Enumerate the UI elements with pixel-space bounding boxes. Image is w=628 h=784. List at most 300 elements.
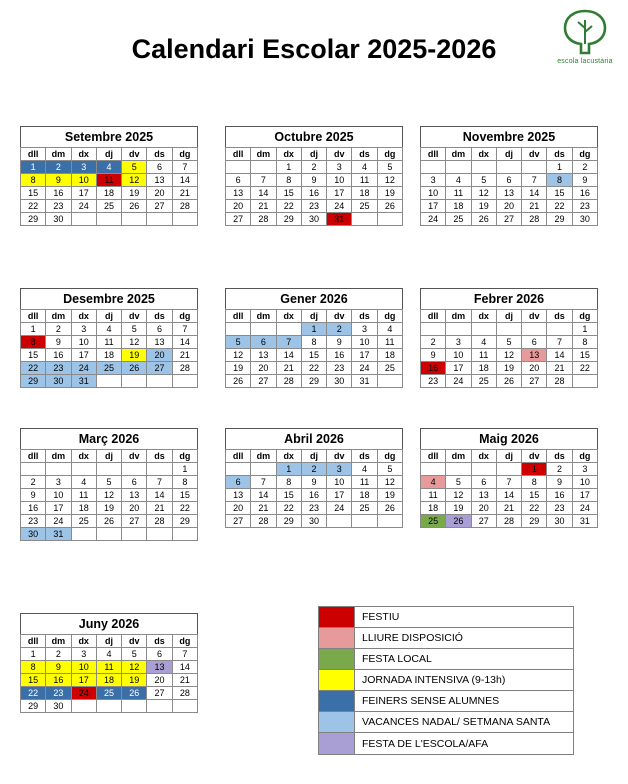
day-cell[interactable]: 10	[421, 187, 446, 200]
day-cell[interactable]: 6	[226, 174, 251, 187]
day-cell[interactable]: 28	[251, 213, 276, 226]
day-cell[interactable]: 24	[71, 200, 96, 213]
day-cell[interactable]: 21	[251, 502, 276, 515]
day-cell[interactable]: 3	[352, 323, 377, 336]
day-cell[interactable]: 18	[352, 187, 377, 200]
day-cell[interactable]: 7	[251, 476, 276, 489]
day-cell[interactable]: 2	[572, 161, 597, 174]
day-cell[interactable]: 10	[572, 476, 597, 489]
day-cell[interactable]: 3	[327, 161, 352, 174]
day-cell[interactable]: 18	[96, 187, 121, 200]
day-cell[interactable]: 5	[377, 463, 402, 476]
day-cell[interactable]: 20	[251, 362, 276, 375]
day-cell[interactable]: 16	[421, 362, 446, 375]
day-cell[interactable]: 17	[46, 502, 71, 515]
day-cell[interactable]: 4	[71, 476, 96, 489]
day-cell[interactable]: 6	[122, 476, 147, 489]
day-cell[interactable]: 18	[421, 502, 446, 515]
day-cell[interactable]: 19	[96, 502, 121, 515]
day-cell[interactable]: 25	[421, 515, 446, 528]
day-cell[interactable]: 8	[276, 476, 301, 489]
day-cell[interactable]: 28	[172, 687, 197, 700]
day-cell[interactable]: 11	[377, 336, 402, 349]
day-cell[interactable]: 6	[251, 336, 276, 349]
day-cell[interactable]: 25	[352, 200, 377, 213]
day-cell[interactable]: 27	[122, 515, 147, 528]
day-cell[interactable]: 11	[471, 349, 496, 362]
day-cell[interactable]: 10	[446, 349, 471, 362]
day-cell[interactable]: 26	[226, 375, 251, 388]
day-cell[interactable]: 9	[547, 476, 572, 489]
day-cell[interactable]: 22	[301, 362, 326, 375]
day-cell[interactable]: 15	[276, 187, 301, 200]
day-cell[interactable]: 19	[377, 489, 402, 502]
day-cell[interactable]: 13	[522, 349, 547, 362]
day-cell[interactable]: 27	[147, 687, 172, 700]
day-cell[interactable]: 8	[522, 476, 547, 489]
day-cell[interactable]: 13	[147, 336, 172, 349]
day-cell[interactable]: 9	[46, 661, 71, 674]
day-cell[interactable]: 8	[21, 174, 46, 187]
day-cell[interactable]: 2	[327, 323, 352, 336]
day-cell[interactable]: 1	[21, 161, 46, 174]
day-cell[interactable]: 2	[547, 463, 572, 476]
day-cell[interactable]: 25	[352, 502, 377, 515]
day-cell[interactable]: 14	[276, 349, 301, 362]
day-cell[interactable]: 24	[327, 200, 352, 213]
day-cell[interactable]: 1	[276, 463, 301, 476]
day-cell[interactable]: 8	[301, 336, 326, 349]
day-cell[interactable]: 6	[147, 323, 172, 336]
day-cell[interactable]: 23	[327, 362, 352, 375]
day-cell[interactable]: 23	[547, 502, 572, 515]
day-cell[interactable]: 17	[327, 187, 352, 200]
day-cell[interactable]: 20	[226, 502, 251, 515]
day-cell[interactable]: 7	[522, 174, 547, 187]
day-cell[interactable]: 22	[572, 362, 597, 375]
day-cell[interactable]: 5	[377, 161, 402, 174]
day-cell[interactable]: 6	[147, 161, 172, 174]
day-cell[interactable]: 24	[572, 502, 597, 515]
day-cell[interactable]: 14	[522, 187, 547, 200]
day-cell[interactable]: 4	[352, 161, 377, 174]
day-cell[interactable]: 8	[547, 174, 572, 187]
day-cell[interactable]: 11	[96, 174, 121, 187]
day-cell[interactable]: 20	[496, 200, 521, 213]
day-cell[interactable]: 10	[71, 661, 96, 674]
day-cell[interactable]: 10	[327, 174, 352, 187]
day-cell[interactable]: 22	[21, 362, 46, 375]
day-cell[interactable]: 30	[46, 700, 71, 713]
day-cell[interactable]: 3	[71, 648, 96, 661]
day-cell[interactable]: 12	[377, 476, 402, 489]
day-cell[interactable]: 18	[96, 674, 121, 687]
day-cell[interactable]: 9	[421, 349, 446, 362]
day-cell[interactable]: 3	[446, 336, 471, 349]
day-cell[interactable]: 31	[572, 515, 597, 528]
day-cell[interactable]: 5	[122, 161, 147, 174]
day-cell[interactable]: 13	[226, 489, 251, 502]
day-cell[interactable]: 28	[496, 515, 521, 528]
day-cell[interactable]: 25	[96, 200, 121, 213]
day-cell[interactable]: 2	[301, 463, 326, 476]
day-cell[interactable]: 10	[71, 336, 96, 349]
day-cell[interactable]: 28	[547, 375, 572, 388]
day-cell[interactable]: 15	[21, 674, 46, 687]
day-cell[interactable]: 14	[496, 489, 521, 502]
day-cell[interactable]: 7	[172, 323, 197, 336]
day-cell[interactable]: 22	[21, 687, 46, 700]
day-cell[interactable]: 26	[446, 515, 471, 528]
day-cell[interactable]: 27	[251, 375, 276, 388]
day-cell[interactable]: 13	[251, 349, 276, 362]
day-cell[interactable]: 14	[172, 661, 197, 674]
day-cell[interactable]: 31	[46, 528, 71, 541]
day-cell[interactable]: 20	[147, 674, 172, 687]
day-cell[interactable]: 11	[71, 489, 96, 502]
day-cell[interactable]: 18	[352, 489, 377, 502]
day-cell[interactable]: 24	[71, 687, 96, 700]
day-cell[interactable]: 11	[96, 661, 121, 674]
day-cell[interactable]: 15	[547, 187, 572, 200]
day-cell[interactable]: 24	[71, 362, 96, 375]
day-cell[interactable]: 9	[572, 174, 597, 187]
day-cell[interactable]: 19	[122, 187, 147, 200]
day-cell[interactable]: 20	[226, 200, 251, 213]
day-cell[interactable]: 30	[21, 528, 46, 541]
day-cell[interactable]: 2	[421, 336, 446, 349]
day-cell[interactable]: 7	[547, 336, 572, 349]
day-cell[interactable]: 24	[421, 213, 446, 226]
day-cell[interactable]: 13	[471, 489, 496, 502]
day-cell[interactable]: 25	[446, 213, 471, 226]
day-cell[interactable]: 23	[301, 502, 326, 515]
day-cell[interactable]: 19	[446, 502, 471, 515]
day-cell[interactable]: 28	[147, 515, 172, 528]
day-cell[interactable]: 9	[46, 336, 71, 349]
day-cell[interactable]: 9	[301, 174, 326, 187]
day-cell[interactable]: 26	[122, 200, 147, 213]
day-cell[interactable]: 5	[226, 336, 251, 349]
day-cell[interactable]: 6	[522, 336, 547, 349]
day-cell[interactable]: 9	[21, 489, 46, 502]
day-cell[interactable]: 3	[572, 463, 597, 476]
day-cell[interactable]: 14	[172, 336, 197, 349]
day-cell[interactable]: 13	[147, 661, 172, 674]
day-cell[interactable]: 17	[421, 200, 446, 213]
day-cell[interactable]: 16	[547, 489, 572, 502]
day-cell[interactable]: 21	[172, 187, 197, 200]
day-cell[interactable]: 13	[496, 187, 521, 200]
day-cell[interactable]: 25	[96, 362, 121, 375]
day-cell[interactable]: 2	[46, 161, 71, 174]
day-cell[interactable]: 12	[471, 187, 496, 200]
day-cell[interactable]: 19	[496, 362, 521, 375]
day-cell[interactable]: 27	[496, 213, 521, 226]
day-cell[interactable]: 29	[172, 515, 197, 528]
day-cell[interactable]: 23	[46, 200, 71, 213]
day-cell[interactable]: 11	[421, 489, 446, 502]
day-cell[interactable]: 19	[471, 200, 496, 213]
day-cell[interactable]: 30	[572, 213, 597, 226]
day-cell[interactable]: 5	[122, 323, 147, 336]
day-cell[interactable]: 2	[21, 476, 46, 489]
day-cell[interactable]: 21	[147, 502, 172, 515]
day-cell[interactable]: 4	[421, 476, 446, 489]
day-cell[interactable]: 3	[327, 463, 352, 476]
day-cell[interactable]: 11	[352, 476, 377, 489]
day-cell[interactable]: 9	[46, 174, 71, 187]
day-cell[interactable]: 6	[226, 476, 251, 489]
day-cell[interactable]: 8	[276, 174, 301, 187]
day-cell[interactable]: 16	[572, 187, 597, 200]
day-cell[interactable]: 27	[522, 375, 547, 388]
day-cell[interactable]: 21	[547, 362, 572, 375]
day-cell[interactable]: 22	[547, 200, 572, 213]
day-cell[interactable]: 24	[327, 502, 352, 515]
day-cell[interactable]: 30	[46, 213, 71, 226]
day-cell[interactable]: 7	[147, 476, 172, 489]
day-cell[interactable]: 16	[301, 489, 326, 502]
day-cell[interactable]: 6	[496, 174, 521, 187]
day-cell[interactable]: 8	[21, 336, 46, 349]
day-cell[interactable]: 4	[352, 463, 377, 476]
day-cell[interactable]: 23	[46, 687, 71, 700]
day-cell[interactable]: 29	[21, 375, 46, 388]
day-cell[interactable]: 14	[172, 174, 197, 187]
day-cell[interactable]: 20	[522, 362, 547, 375]
day-cell[interactable]: 5	[122, 648, 147, 661]
day-cell[interactable]: 18	[377, 349, 402, 362]
day-cell[interactable]: 25	[96, 687, 121, 700]
day-cell[interactable]: 10	[46, 489, 71, 502]
day-cell[interactable]: 18	[71, 502, 96, 515]
day-cell[interactable]: 29	[276, 213, 301, 226]
day-cell[interactable]: 31	[327, 213, 352, 226]
day-cell[interactable]: 21	[251, 200, 276, 213]
day-cell[interactable]: 4	[446, 174, 471, 187]
day-cell[interactable]: 5	[446, 476, 471, 489]
day-cell[interactable]: 20	[147, 349, 172, 362]
day-cell[interactable]: 14	[547, 349, 572, 362]
day-cell[interactable]: 1	[172, 463, 197, 476]
day-cell[interactable]: 3	[71, 161, 96, 174]
day-cell[interactable]: 22	[522, 502, 547, 515]
day-cell[interactable]: 31	[352, 375, 377, 388]
day-cell[interactable]: 20	[147, 187, 172, 200]
day-cell[interactable]: 31	[71, 375, 96, 388]
day-cell[interactable]: 19	[377, 187, 402, 200]
day-cell[interactable]: 15	[172, 489, 197, 502]
day-cell[interactable]: 30	[46, 375, 71, 388]
day-cell[interactable]: 30	[301, 515, 326, 528]
day-cell[interactable]: 28	[522, 213, 547, 226]
day-cell[interactable]: 30	[301, 213, 326, 226]
day-cell[interactable]: 12	[122, 174, 147, 187]
day-cell[interactable]: 14	[251, 187, 276, 200]
day-cell[interactable]: 22	[172, 502, 197, 515]
day-cell[interactable]: 8	[572, 336, 597, 349]
day-cell[interactable]: 10	[71, 174, 96, 187]
day-cell[interactable]: 13	[226, 187, 251, 200]
day-cell[interactable]: 5	[496, 336, 521, 349]
day-cell[interactable]: 23	[21, 515, 46, 528]
day-cell[interactable]: 2	[46, 648, 71, 661]
day-cell[interactable]: 28	[172, 362, 197, 375]
day-cell[interactable]: 12	[226, 349, 251, 362]
day-cell[interactable]: 11	[352, 174, 377, 187]
day-cell[interactable]: 16	[46, 187, 71, 200]
day-cell[interactable]: 23	[301, 200, 326, 213]
day-cell[interactable]: 3	[421, 174, 446, 187]
day-cell[interactable]: 21	[172, 674, 197, 687]
day-cell[interactable]: 11	[446, 187, 471, 200]
day-cell[interactable]: 24	[446, 375, 471, 388]
day-cell[interactable]: 26	[122, 687, 147, 700]
day-cell[interactable]: 19	[122, 349, 147, 362]
day-cell[interactable]: 22	[276, 502, 301, 515]
day-cell[interactable]: 1	[522, 463, 547, 476]
day-cell[interactable]: 4	[377, 323, 402, 336]
day-cell[interactable]: 16	[327, 349, 352, 362]
day-cell[interactable]: 12	[122, 661, 147, 674]
day-cell[interactable]: 16	[21, 502, 46, 515]
day-cell[interactable]: 17	[71, 187, 96, 200]
day-cell[interactable]: 5	[96, 476, 121, 489]
day-cell[interactable]: 26	[96, 515, 121, 528]
day-cell[interactable]: 23	[572, 200, 597, 213]
day-cell[interactable]: 2	[301, 161, 326, 174]
day-cell[interactable]: 19	[122, 674, 147, 687]
day-cell[interactable]: 1	[301, 323, 326, 336]
day-cell[interactable]: 15	[21, 349, 46, 362]
day-cell[interactable]: 29	[522, 515, 547, 528]
day-cell[interactable]: 7	[276, 336, 301, 349]
day-cell[interactable]: 10	[352, 336, 377, 349]
day-cell[interactable]: 30	[547, 515, 572, 528]
day-cell[interactable]: 6	[147, 648, 172, 661]
day-cell[interactable]: 27	[226, 213, 251, 226]
day-cell[interactable]: 29	[276, 515, 301, 528]
day-cell[interactable]: 5	[471, 174, 496, 187]
day-cell[interactable]: 29	[21, 213, 46, 226]
day-cell[interactable]: 1	[547, 161, 572, 174]
day-cell[interactable]: 18	[446, 200, 471, 213]
day-cell[interactable]: 26	[377, 200, 402, 213]
day-cell[interactable]: 11	[96, 336, 121, 349]
day-cell[interactable]: 16	[46, 674, 71, 687]
day-cell[interactable]: 22	[21, 200, 46, 213]
day-cell[interactable]: 24	[46, 515, 71, 528]
day-cell[interactable]: 1	[21, 648, 46, 661]
day-cell[interactable]: 28	[276, 375, 301, 388]
day-cell[interactable]: 17	[71, 349, 96, 362]
day-cell[interactable]: 13	[122, 489, 147, 502]
day-cell[interactable]: 17	[446, 362, 471, 375]
day-cell[interactable]: 7	[172, 648, 197, 661]
day-cell[interactable]: 1	[21, 323, 46, 336]
day-cell[interactable]: 18	[96, 349, 121, 362]
day-cell[interactable]: 16	[301, 187, 326, 200]
day-cell[interactable]: 9	[327, 336, 352, 349]
day-cell[interactable]: 13	[147, 174, 172, 187]
day-cell[interactable]: 12	[496, 349, 521, 362]
day-cell[interactable]: 21	[496, 502, 521, 515]
day-cell[interactable]: 4	[471, 336, 496, 349]
day-cell[interactable]: 3	[71, 323, 96, 336]
day-cell[interactable]: 15	[572, 349, 597, 362]
day-cell[interactable]: 17	[327, 489, 352, 502]
day-cell[interactable]: 12	[377, 174, 402, 187]
day-cell[interactable]: 15	[522, 489, 547, 502]
day-cell[interactable]: 17	[71, 674, 96, 687]
day-cell[interactable]: 7	[172, 161, 197, 174]
day-cell[interactable]: 26	[471, 213, 496, 226]
day-cell[interactable]: 29	[301, 375, 326, 388]
day-cell[interactable]: 12	[122, 336, 147, 349]
day-cell[interactable]: 26	[122, 362, 147, 375]
day-cell[interactable]: 12	[96, 489, 121, 502]
day-cell[interactable]: 7	[251, 174, 276, 187]
day-cell[interactable]: 27	[147, 362, 172, 375]
day-cell[interactable]: 20	[471, 502, 496, 515]
day-cell[interactable]: 21	[172, 349, 197, 362]
day-cell[interactable]: 16	[46, 349, 71, 362]
day-cell[interactable]: 29	[21, 700, 46, 713]
day-cell[interactable]: 17	[352, 349, 377, 362]
day-cell[interactable]: 15	[301, 349, 326, 362]
day-cell[interactable]: 14	[251, 489, 276, 502]
day-cell[interactable]: 29	[547, 213, 572, 226]
day-cell[interactable]: 1	[572, 323, 597, 336]
day-cell[interactable]: 9	[301, 476, 326, 489]
day-cell[interactable]: 23	[46, 362, 71, 375]
day-cell[interactable]: 27	[147, 200, 172, 213]
day-cell[interactable]: 21	[276, 362, 301, 375]
day-cell[interactable]: 26	[496, 375, 521, 388]
day-cell[interactable]: 30	[327, 375, 352, 388]
day-cell[interactable]: 1	[276, 161, 301, 174]
day-cell[interactable]: 8	[21, 661, 46, 674]
day-cell[interactable]: 28	[251, 515, 276, 528]
day-cell[interactable]: 25	[377, 362, 402, 375]
day-cell[interactable]: 4	[96, 161, 121, 174]
day-cell[interactable]: 17	[572, 489, 597, 502]
day-cell[interactable]: 6	[471, 476, 496, 489]
day-cell[interactable]: 3	[46, 476, 71, 489]
day-cell[interactable]: 18	[471, 362, 496, 375]
day-cell[interactable]: 10	[327, 476, 352, 489]
day-cell[interactable]: 4	[96, 323, 121, 336]
day-cell[interactable]: 7	[496, 476, 521, 489]
day-cell[interactable]: 15	[276, 489, 301, 502]
day-cell[interactable]: 27	[226, 515, 251, 528]
day-cell[interactable]: 4	[96, 648, 121, 661]
day-cell[interactable]: 2	[46, 323, 71, 336]
day-cell[interactable]: 23	[421, 375, 446, 388]
day-cell[interactable]: 19	[226, 362, 251, 375]
day-cell[interactable]: 14	[147, 489, 172, 502]
day-cell[interactable]: 27	[471, 515, 496, 528]
day-cell[interactable]: 25	[71, 515, 96, 528]
day-cell[interactable]: 21	[522, 200, 547, 213]
day-cell[interactable]: 12	[446, 489, 471, 502]
day-cell[interactable]: 28	[172, 200, 197, 213]
day-cell[interactable]: 15	[21, 187, 46, 200]
day-cell[interactable]: 24	[352, 362, 377, 375]
day-cell[interactable]: 25	[471, 375, 496, 388]
day-cell[interactable]: 26	[377, 502, 402, 515]
